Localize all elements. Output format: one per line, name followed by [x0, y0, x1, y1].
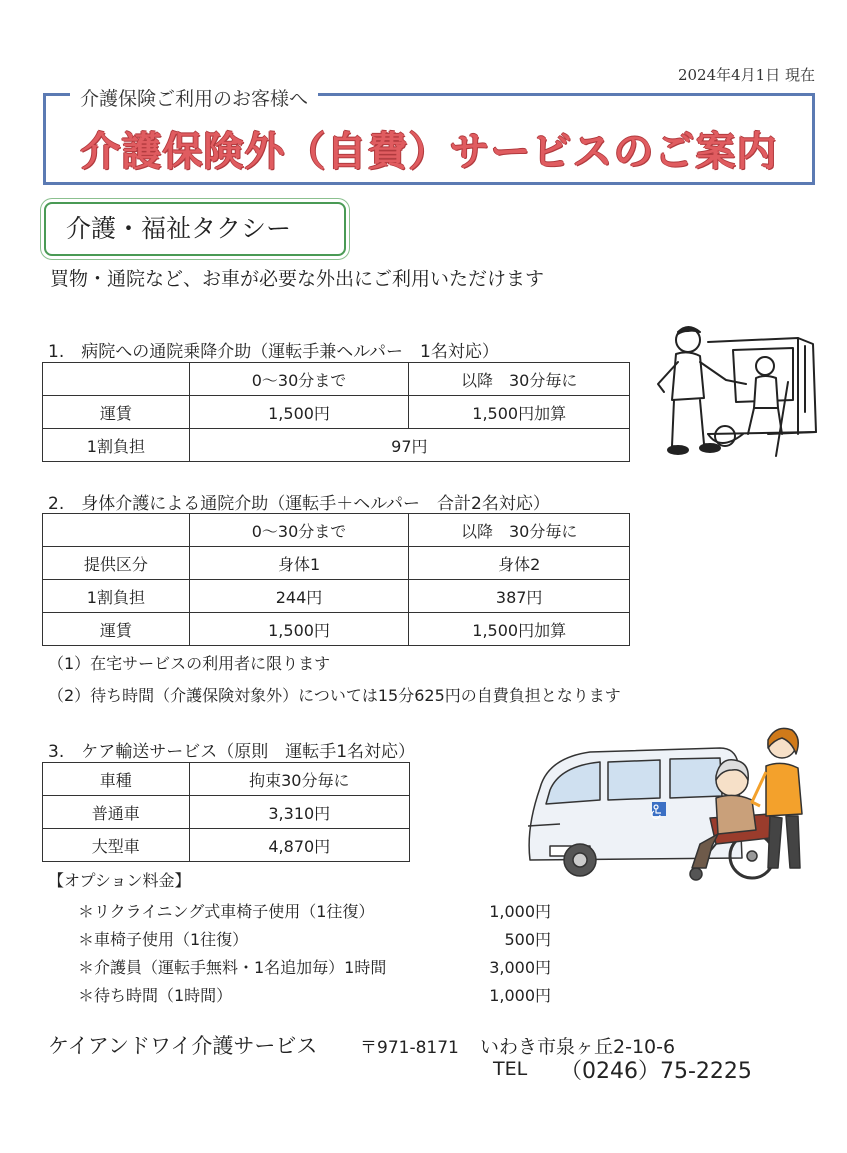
- service3-table: [42, 762, 410, 862]
- table-cell: 以降 30分毎に: [409, 514, 630, 547]
- table-cell: 97円: [189, 429, 629, 462]
- table-cell: 身体2: [409, 547, 630, 580]
- company-name: ケイアンドワイ介護サービス: [48, 1034, 318, 1058]
- option-item-price: 1,000円: [489, 902, 551, 921]
- banner-subtitle: 介護保険ご利用のお客様へ: [70, 84, 318, 111]
- table-row: [43, 796, 410, 829]
- option-item-price: 1,000円: [489, 986, 551, 1005]
- option-item-label: ＊待ち時間（1時間）: [78, 986, 233, 1005]
- table-cell: 4,870円: [189, 829, 409, 862]
- issue-date: 2024年4月1日 現在: [677, 66, 815, 84]
- options-title: 【オプション料金】: [48, 871, 191, 890]
- tel-number: （0246）75-2225: [560, 1059, 752, 1084]
- postal-code: 〒971-8171: [360, 1038, 459, 1058]
- table-cell: 運賃: [43, 396, 190, 429]
- table-row: [43, 763, 410, 796]
- table-cell: 身体1: [189, 547, 409, 580]
- service2-note-1: （1）在宅サービスの利用者に限ります: [48, 654, 331, 673]
- table-cell: 提供区分: [43, 547, 190, 580]
- tel-label: TEL: [493, 1058, 528, 1080]
- service2-heading: 2. 身体介護による通院介助（運転手＋ヘルパー 合計2名対応）: [48, 494, 550, 514]
- table-row: [43, 396, 630, 429]
- table-cell: 1割負担: [43, 580, 190, 613]
- table-cell: 1,500円: [189, 396, 409, 429]
- table-cell: 3,310円: [189, 796, 409, 829]
- table-cell: 244円: [189, 580, 409, 613]
- option-item-label: ＊リクライニング式車椅子使用（1往復）: [78, 902, 375, 921]
- van-wheelchair-illustration: [520, 718, 812, 883]
- table-cell: [43, 363, 190, 396]
- table-row: [43, 829, 410, 862]
- section-intro: 買物・通院など、お車が必要な外出にご利用いただけます: [50, 268, 545, 290]
- service1-heading: 1. 病院への通院乗降介助（運転手兼ヘルパー 1名対応）: [48, 342, 499, 362]
- table-row: [43, 363, 630, 396]
- table-cell: 普通車: [43, 796, 190, 829]
- table-cell: 運賃: [43, 613, 190, 646]
- table-cell: 387円: [409, 580, 630, 613]
- table-cell: 1,500円加算: [409, 396, 630, 429]
- taxi-helper-illustration: [648, 322, 820, 462]
- table-cell: 1,500円加算: [409, 613, 630, 646]
- address: いわき市泉ヶ丘2-10-6: [480, 1036, 676, 1058]
- table-cell: 0～30分まで: [189, 363, 409, 396]
- table-row: [43, 613, 630, 646]
- service3-heading: 3. ケア輸送サービス（原則 運転手1名対応）: [48, 742, 416, 762]
- option-item-price: 3,000円: [489, 958, 551, 977]
- table-cell: [43, 514, 190, 547]
- table-row: [43, 547, 630, 580]
- option-item-price: 500円: [504, 930, 551, 949]
- table-cell: 拘束30分毎に: [189, 763, 409, 796]
- table-row: [43, 514, 630, 547]
- table-cell: 以降 30分毎に: [409, 363, 630, 396]
- service1-table: [42, 362, 630, 462]
- section-label: 介護・福祉タクシー: [66, 214, 292, 243]
- table-cell: 1,500円: [189, 613, 409, 646]
- table-cell: 車種: [43, 763, 190, 796]
- table-row: [43, 429, 630, 462]
- option-item-label: ＊介護員（運転手無料・1名追加毎）1時間: [78, 958, 387, 977]
- table-cell: 1割負担: [43, 429, 190, 462]
- table-row: [43, 580, 630, 613]
- table-cell: 大型車: [43, 829, 190, 862]
- table-cell: 0～30分まで: [189, 514, 409, 547]
- service2-table: [42, 513, 630, 646]
- service2-note-2: （2）待ち時間（介護保険対象外）については15分625円の自費負担となります: [48, 686, 621, 705]
- option-item-label: ＊車椅子使用（1往復）: [78, 930, 249, 949]
- banner-title: 介護保険外（自費）サービスのご案内: [80, 129, 778, 175]
